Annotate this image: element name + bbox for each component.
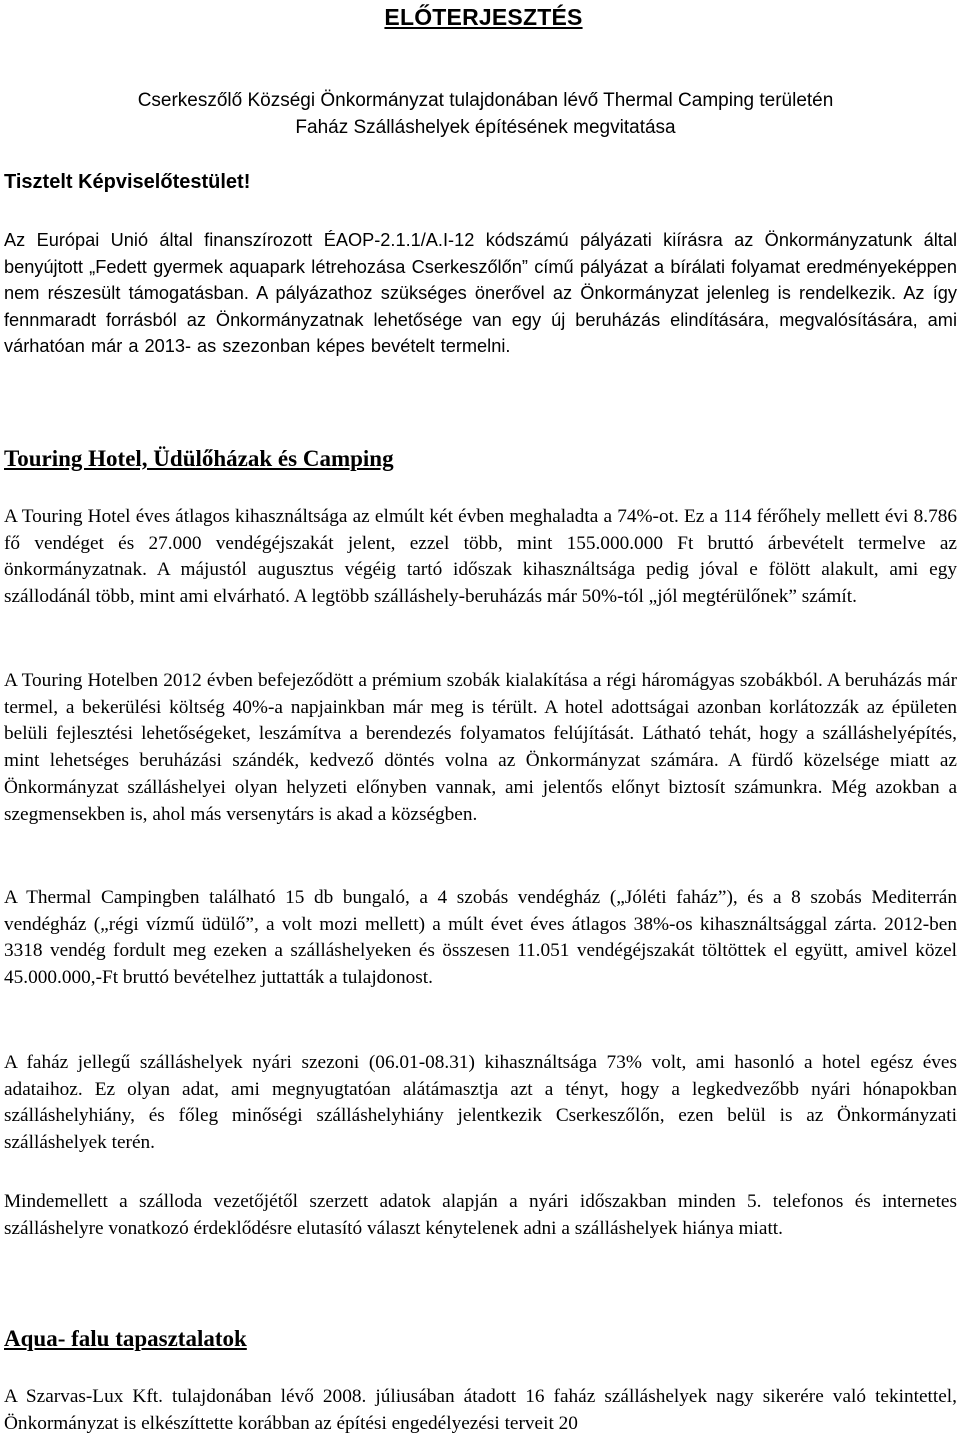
document-subject bbox=[4, 87, 957, 141]
paragraph-thermal-camping: A Thermal Campingben található 15 db bungaló, a 4 szobás vendégház („Jóléti faház”), és a 8 szobás Mediterrán vendégház („régi vízmű üdülő”, a volt mozi mellett) a múlt évet éves átlagos 38%-os kihasználtsággal zárta. 2012-ben 3318 vendég fordult meg ezeken a szálláshelyeken és összesen 11.051 vendégéjszakát töltöttek el együtt, amivel közel 45.000.000,-Ft bruttó bevételhez juttatták a tulajdonost. bbox=[4, 887, 957, 989]
subject-text: Cserkeszőlő Községi Önkormányzat tulajdonában lévő Thermal Camping területén Faház Szálláshelyek építésének megvitatása bbox=[137, 90, 834, 138]
paragraph-premium-rooms: A Touring Hotelben 2012 évben befejeződött a prémium szobák kialakítása a régi háromágyas szobákból. A beruházás már termel, a bekerülési költség 40%-a napjainkban már meg is térült. A hotel adottságai azonban korlátozzák az épületen belüli fejlesztési lehetőségeket, leszámítva a berendezés folyamatos felújítását. Látható tehát, hogy a szálláshelyépítés, mint lehetséges beruházási szándék, kedvező döntés volna az Önkormányzat számára. A fürdő közelsége miatt az Önkormányzat szálláshelyei olyan helyzeti előnyben vannak, ami jelentős előnyt biztosít számunkra. Még azokban a szegmensekben is, ahol más versenytárs is akad a községben. bbox=[4, 670, 957, 825]
paragraph-hotel-manager: Mindemellett a szálloda vezetőjétől szerzett adatok alapján a nyári időszakban minden 5. telefonos és internetes szálláshelyre vonatkozó érdeklődésre elutasító választ kénytelenek adni a szálláshelyek hiánya miatt. bbox=[4, 1191, 957, 1239]
paragraph-szarvas-lux: A Szarvas-Lux Kft. tulajdonában lévő 2008. júliusában átadott 16 faház szálláshelyek nagy sikerére való tekintettel, Önkormányzat is elkészíttette korábban az építési engedélyezési terveit 20 bbox=[4, 1386, 957, 1434]
section-heading-aqua-falu: Aqua- falu tapasztalatok bbox=[4, 1326, 247, 1351]
document-title: ELŐTERJESZTÉS bbox=[384, 4, 583, 30]
paragraph-summer-season: A faház jellegű szálláshelyek nyári szezoni (06.01-08.31) kihasználtsága 73% volt, ami hasonló a hotel egész éves adataihoz. Ez olyan adat, ami megnyugtatóan alátámasztja azt a tényt, hogy a legkedvezőbb nyári hónapokban szálláshelyhiány, és főleg minőségi szálláshelyhiány jelentkezik Cserkeszőlőn, ezen belül is az Önkormányzati szálláshelyek terén. bbox=[4, 1052, 957, 1154]
intro-paragraph: Az Európai Unió által finanszírozott ÉAOP-2.1.1/A.I-12 kódszámú pályázati kiírásra az Önkormányzatunk által benyújtott „Fedett gyermek aquapark létrehozása Cserkeszőlőn” című pályázat a bírálati folyamat eredményeképpen nem részesült támogatásban. A pályázathoz szükséges önerővel az Önkormányzat jelenleg is rendelkezik. Az így fennmaradt forrásból az Önkormányzatnak lehetősége van egy új beruházás elindítására, megvalósítására, ami várhatóan már a 2013- as szezonban képes bevételt termelni. bbox=[4, 230, 957, 356]
section-heading-touring: Touring Hotel, Üdülőházak és Camping bbox=[4, 446, 394, 471]
paragraph-touring-occupancy: A Touring Hotel éves átlagos kihasználtsága az elmúlt két évben meghaladta a 74%-ot. Ez a 114 férőhely mellett évi 8.786 fő vendéget és 27.000 vendégéjszakát jelent, ezzel több, mint 155.000.000 Ft bruttó árbevételt termelve az önkormányzatnak. A májustól augusztus végéig tartó időszak kihasználtsága pedig jóval e fölött alakult, ami egy szállodánál több, mint ami elvárható. A legtöbb szálláshely-beruházás már 50%-tól „jól megtérülőnek” számít. bbox=[4, 506, 957, 608]
salutation: Tisztelt Képviselőtestület! bbox=[4, 171, 251, 193]
